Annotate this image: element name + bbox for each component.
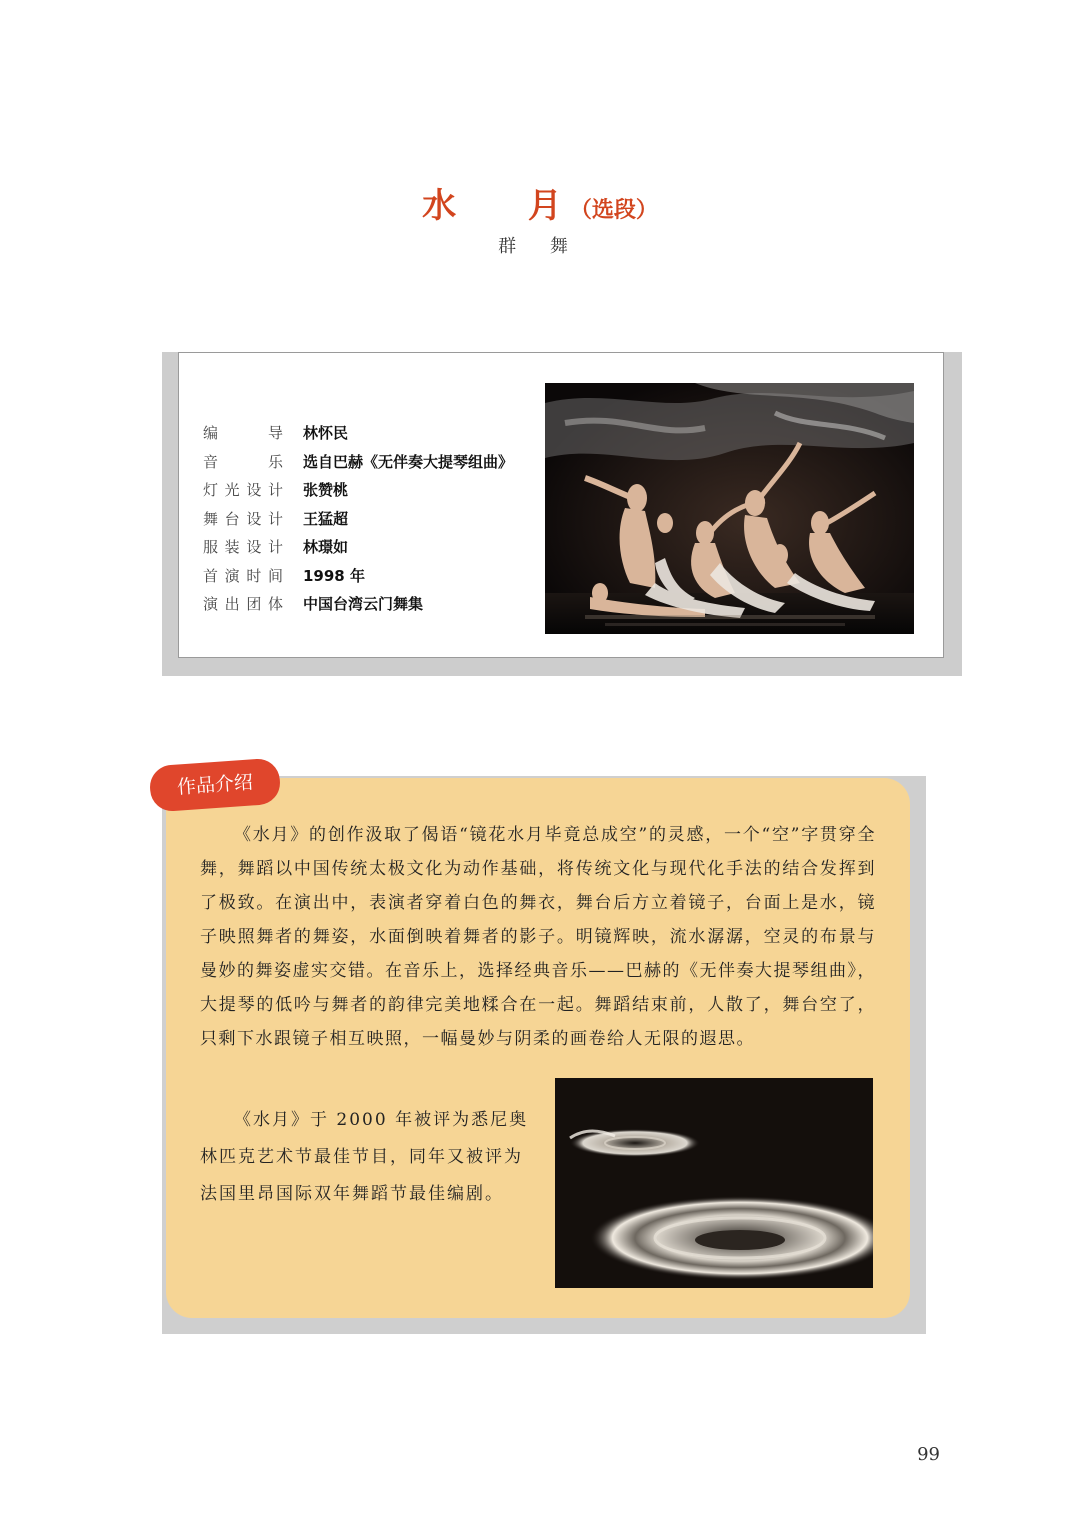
water-photo	[555, 1078, 873, 1288]
intro-paragraph-2: 《水月》于 2000 年被评为悉尼奥林匹克艺术节最佳节目，同年又被评为法国里昂国际双年舞蹈节最佳编剧。	[200, 1110, 529, 1204]
credit-row	[203, 476, 543, 505]
credits-list	[203, 419, 543, 619]
credit-label: 服装设计	[203, 538, 283, 556]
intro-tag: 作品介绍	[149, 758, 282, 813]
credit-value: 林怀民	[303, 424, 349, 442]
credit-label: 首演时间	[203, 566, 283, 585]
credit-row	[203, 448, 543, 477]
page-number: 99	[917, 1444, 940, 1465]
info-card	[178, 352, 944, 658]
credit-row	[203, 533, 543, 562]
credit-row	[203, 505, 543, 534]
credit-row	[203, 562, 543, 591]
credit-row	[203, 419, 543, 448]
credit-row	[203, 590, 543, 619]
title-sub: （选段）	[569, 197, 658, 223]
credit-value: 选自巴赫《无伴奏大提琴组曲》	[303, 452, 514, 471]
credit-value: 1998 年	[303, 566, 365, 585]
credit-label: 音乐	[203, 452, 283, 471]
credit-label: 舞台设计	[203, 509, 283, 528]
title-main: 水 月	[422, 186, 592, 226]
credit-value: 中国台湾云门舞集	[303, 595, 424, 613]
credit-value: 王猛超	[303, 509, 349, 528]
credit-label: 演出团体	[203, 595, 283, 613]
dance-photo	[545, 383, 914, 634]
page-title	[0, 178, 1080, 227]
intro-paragraph-1: 《水月》的创作汲取了偈语“镜花水月毕竟总成空”的灵感，一个“空”字贯穿全舞，舞蹈以中国传统太极文化为动作基础，将传统文化与现代化手法的结合发挥到了极致。在演出中，表演者穿着白色的舞衣，舞台后方立着镜子，台面上是水，镜子映照舞者的舞姿，水面倒映着舞者的影子。明镜辉映，流水潺潺，空灵的布景与曼妙的舞姿虚实交错。在音乐上，选择经典音乐——巴赫的《无伴奏大提琴组曲》，大提琴的低吟与舞者的韵律完美地糅合在一起。舞蹈结束前，人散了，舞台空了，只剩下水跟镜子相互映照，一幅曼妙与阴柔的画卷给人无限的遐思。	[200, 825, 876, 1049]
credit-value: 林璟如	[303, 538, 349, 556]
genre-subtitle: 群 舞	[498, 236, 582, 257]
credit-value: 张赞桃	[303, 481, 349, 499]
credit-label: 灯光设计	[203, 481, 283, 499]
credit-label: 编导	[203, 424, 283, 442]
